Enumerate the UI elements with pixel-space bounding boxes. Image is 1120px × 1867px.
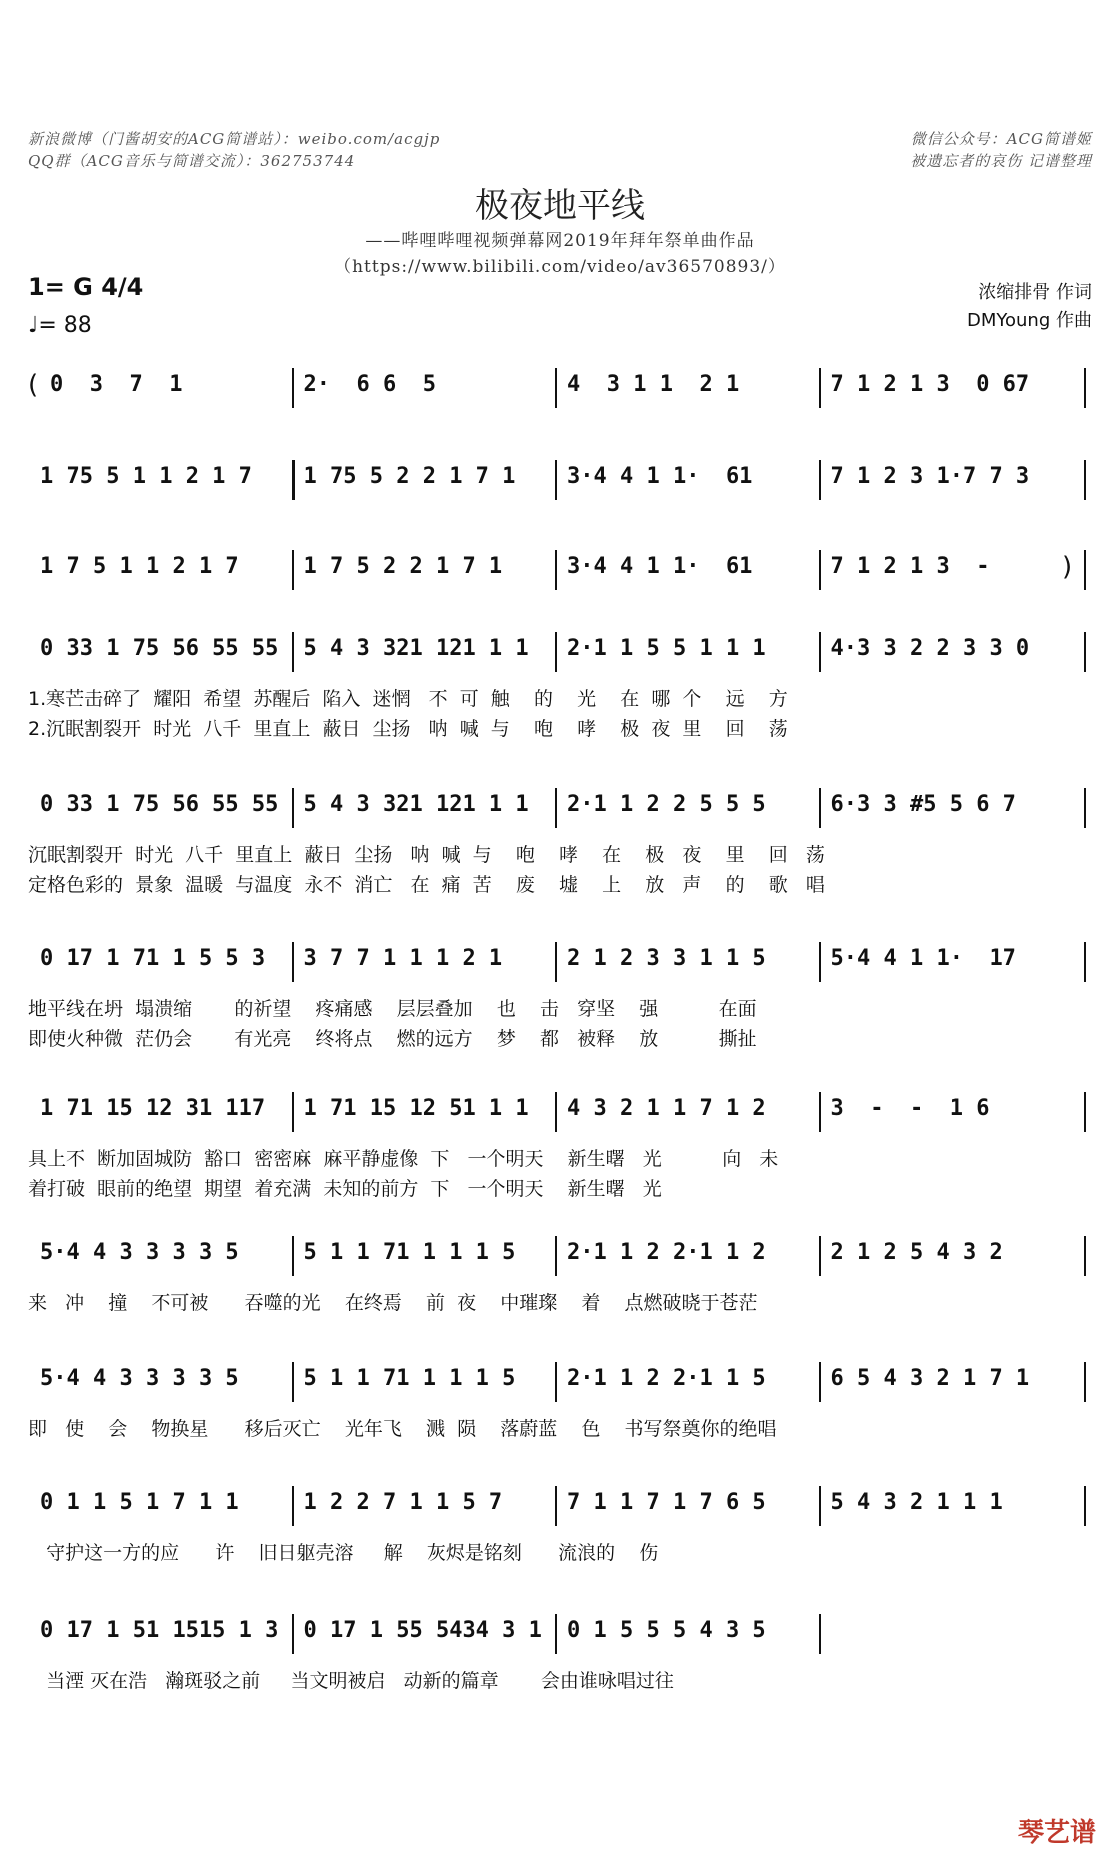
barline [555, 788, 557, 828]
measure-notes: 5 1 1 71 1 1 1 5 [303, 1240, 516, 1265]
barline [1084, 788, 1086, 828]
measure-notes: 0 3 7 1 [50, 372, 183, 397]
tempo-marking: ♩= 88 [28, 313, 92, 338]
barline [1084, 368, 1086, 408]
measure-notes: 5·4 4 3 3 3 3 5 [40, 1240, 239, 1265]
barline [555, 632, 557, 672]
measure-notes: 2·1 1 5 5 1 1 1 [567, 636, 766, 661]
barline [819, 1236, 821, 1276]
header-weibo: 新浪微博（门酱胡安的ACG简谱站）：weibo.com/acgjp [28, 130, 441, 148]
barline [819, 550, 821, 590]
score-system [28, 632, 1092, 672]
lyric-line: 沉眠割裂开 时光 八千 里直上 蔽日 尘扬 呐 喊 与 咆 哮 在 极 夜 里 回 荡 [28, 844, 825, 866]
barline [1084, 942, 1086, 982]
barline [819, 460, 821, 500]
lyric-line: 地平线在坍 塌溃缩 的祈望 疼痛感 层层叠加 也 击 穿坚 强 在面 [28, 998, 757, 1020]
score-system [28, 1614, 1092, 1654]
score-system [28, 1362, 1092, 1402]
barline [555, 1092, 557, 1132]
measure-notes: 5·4 4 3 3 3 3 5 [40, 1366, 239, 1391]
measure-notes: 7 1 2 1 3 0 67 [830, 372, 1030, 397]
barline [819, 788, 821, 828]
measure-notes: 0 17 1 51 1515 1 3 [40, 1618, 279, 1643]
barline [819, 1092, 821, 1132]
score-system [28, 460, 1092, 500]
header-transcriber: 被遗忘者的哀伤 记谱整理 [910, 152, 1092, 170]
measure-notes: 5 4 3 321 121 1 1 [303, 636, 529, 661]
measure-notes: 1 75 5 2 2 1 7 1 [303, 464, 516, 489]
lyric-line: 来 冲 撞 不可被 吞噬的光 在终焉 前 夜 中璀璨 着 点燃破晓于苍茫 [28, 1292, 758, 1314]
barline [1084, 1092, 1086, 1132]
score-system [28, 1486, 1092, 1526]
barline [555, 1236, 557, 1276]
measure-notes: 4 3 2 1 1 7 1 2 [567, 1096, 766, 1121]
lyric-line: 着打破 眼前的绝望 期望 着充满 未知的前方 下 一个明天 新生曙 光 [28, 1178, 662, 1200]
lyric-line: 定格色彩的 景象 温暖 与温度 永不 消亡 在 痛 苦 废 墟 上 放 声 的 歌 唱 [28, 874, 825, 896]
measure-notes: 5 4 3 2 1 1 1 [830, 1490, 1003, 1515]
barline [555, 368, 557, 408]
header-wechat: 微信公众号：ACG简谱姬 [910, 130, 1092, 148]
lyric-line: 2.沉眠割裂开 时光 八千 里直上 蔽日 尘扬 呐 喊 与 咆 哮 极 夜 里 回 荡 [28, 718, 788, 740]
barline [819, 1362, 821, 1402]
measure-notes: 5 4 3 321 121 1 1 [303, 792, 529, 817]
lyricist: 浓缩排骨 作词 [978, 282, 1092, 303]
barline [555, 1362, 557, 1402]
song-title: 极夜地平线 [475, 186, 645, 226]
composer: DMYoung 作曲 [967, 310, 1092, 331]
measure-notes: 7 1 1 7 1 7 6 5 [567, 1490, 766, 1515]
barline [1084, 1486, 1086, 1526]
measure-notes: 0 1 1 5 1 7 1 1 [40, 1490, 239, 1515]
measure-notes: 1 71 15 12 51 1 1 [303, 1096, 529, 1121]
measure-notes: 7 1 2 3 1·7 7 3 [830, 464, 1030, 489]
measure-notes: 0 17 1 55 5434 3 1 [303, 1618, 542, 1643]
measure-notes: 4·3 3 2 2 3 3 0 [830, 636, 1030, 661]
barline [1084, 632, 1086, 672]
barline [292, 1614, 294, 1654]
measure-notes: 0 17 1 71 1 5 5 3 [40, 946, 266, 971]
measure-notes: 1 75 5 1 1 2 1 7 [40, 464, 252, 489]
measure-notes: 1 7 5 1 1 2 1 7 [40, 554, 239, 579]
barline [292, 632, 294, 672]
source-url: （https://www.bilibili.com/video/av36570893/） [334, 257, 786, 277]
measure-notes: 2·1 1 2 2 5 5 5 [567, 792, 766, 817]
measure-notes: 2 1 2 5 4 3 2 [830, 1240, 1003, 1265]
barline [819, 368, 821, 408]
measure-notes: 1 71 15 12 31 117 [40, 1096, 266, 1121]
measure-notes: 3 7 7 1 1 1 2 1 [303, 946, 503, 971]
barline [555, 1614, 557, 1654]
barline [555, 550, 557, 590]
subtitle: ——哔哩哔哩视频弹幕网2019年拜年祭单曲作品 [365, 231, 755, 251]
barline [819, 632, 821, 672]
barline [1084, 1236, 1086, 1276]
open-paren: ( [28, 370, 39, 400]
barline [555, 1486, 557, 1526]
score-system [28, 368, 1092, 408]
measure-notes: 7 1 2 1 3 - [830, 554, 1003, 579]
barline [1084, 550, 1086, 590]
header-qq: QQ群（ACG音乐与简谱交流）：362753744 [28, 152, 356, 170]
measure-notes: 1 7 5 2 2 1 7 1 [303, 554, 503, 579]
score-system [28, 550, 1092, 590]
measure-notes: 3 - - 1 6 [830, 1096, 990, 1121]
lyric-line: 具上不 断加固城防 豁口 密密麻 麻平静虚像 下 一个明天 新生曙 光 向 未 [28, 1148, 779, 1170]
barline [292, 550, 294, 590]
site-logo: 琴艺谱 [1017, 1818, 1096, 1848]
measure-notes: 2·1 1 2 2·1 1 5 [567, 1366, 766, 1391]
barline [292, 368, 294, 408]
barline [292, 942, 294, 982]
barline [555, 942, 557, 982]
barline [292, 788, 294, 828]
measure-notes: 5·4 4 1 1· 17 [830, 946, 1016, 971]
score-system [28, 1092, 1092, 1132]
measure-notes: 5 1 1 71 1 1 1 5 [303, 1366, 516, 1391]
barline [819, 1614, 821, 1654]
measure-notes: 6 5 4 3 2 1 7 1 [830, 1366, 1030, 1391]
barline [555, 460, 557, 500]
measure-notes: 0 33 1 75 56 55 55 [40, 636, 279, 661]
barline [1084, 1362, 1086, 1402]
score-system [28, 942, 1092, 982]
measure-notes: 0 1 5 5 5 4 3 5 [567, 1618, 766, 1643]
lyric-line: 守护这一方的应 许 旧日躯壳溶 解 灰烬是铭刻 流浪的 伤 [28, 1542, 659, 1564]
barline [292, 1486, 294, 1526]
measure-notes: 4 3 1 1 2 1 [567, 372, 740, 397]
measure-notes: 6·3 3 #5 5 6 7 [830, 792, 1016, 817]
barline [292, 1236, 294, 1276]
lyric-line: 当湮 灭在浩 瀚斑驳之前 当文明被启 动新的篇章 会由谁咏唱过往 [28, 1670, 674, 1692]
score-system [28, 788, 1092, 828]
lyric-line: 1.寒芒击碎了 耀阳 希望 苏醒后 陷入 迷惘 不 可 触 的 光 在 哪 个 远 方 [28, 688, 788, 710]
key-signature: 1= G 4/4 [28, 273, 144, 301]
measure-notes: 2·1 1 2 2·1 1 2 [567, 1240, 766, 1265]
measure-notes: 0 33 1 75 56 55 55 [40, 792, 279, 817]
score-system [28, 1236, 1092, 1276]
barline [819, 942, 821, 982]
barline [292, 1092, 294, 1132]
measure-notes: 3·4 4 1 1· 61 [567, 464, 753, 489]
measure-notes: 2 1 2 3 3 1 1 5 [567, 946, 766, 971]
barline [292, 460, 295, 500]
measure-notes: 1 2 2 7 1 1 5 7 [303, 1490, 503, 1515]
barline [1084, 460, 1086, 500]
close-paren: ) [1062, 552, 1073, 582]
lyric-line: 即 使 会 物换星 移后灭亡 光年飞 溅 陨 落蔚蓝 色 书写祭奠你的绝唱 [28, 1418, 777, 1440]
barline [292, 1362, 294, 1402]
measure-notes: 2· 6 6 5 [303, 372, 436, 397]
barline [819, 1486, 821, 1526]
measure-notes: 3·4 4 1 1· 61 [567, 554, 753, 579]
lyric-line: 即使火种微 茫仍会 有光亮 终将点 燃的远方 梦 都 被释 放 撕扯 [28, 1028, 757, 1050]
